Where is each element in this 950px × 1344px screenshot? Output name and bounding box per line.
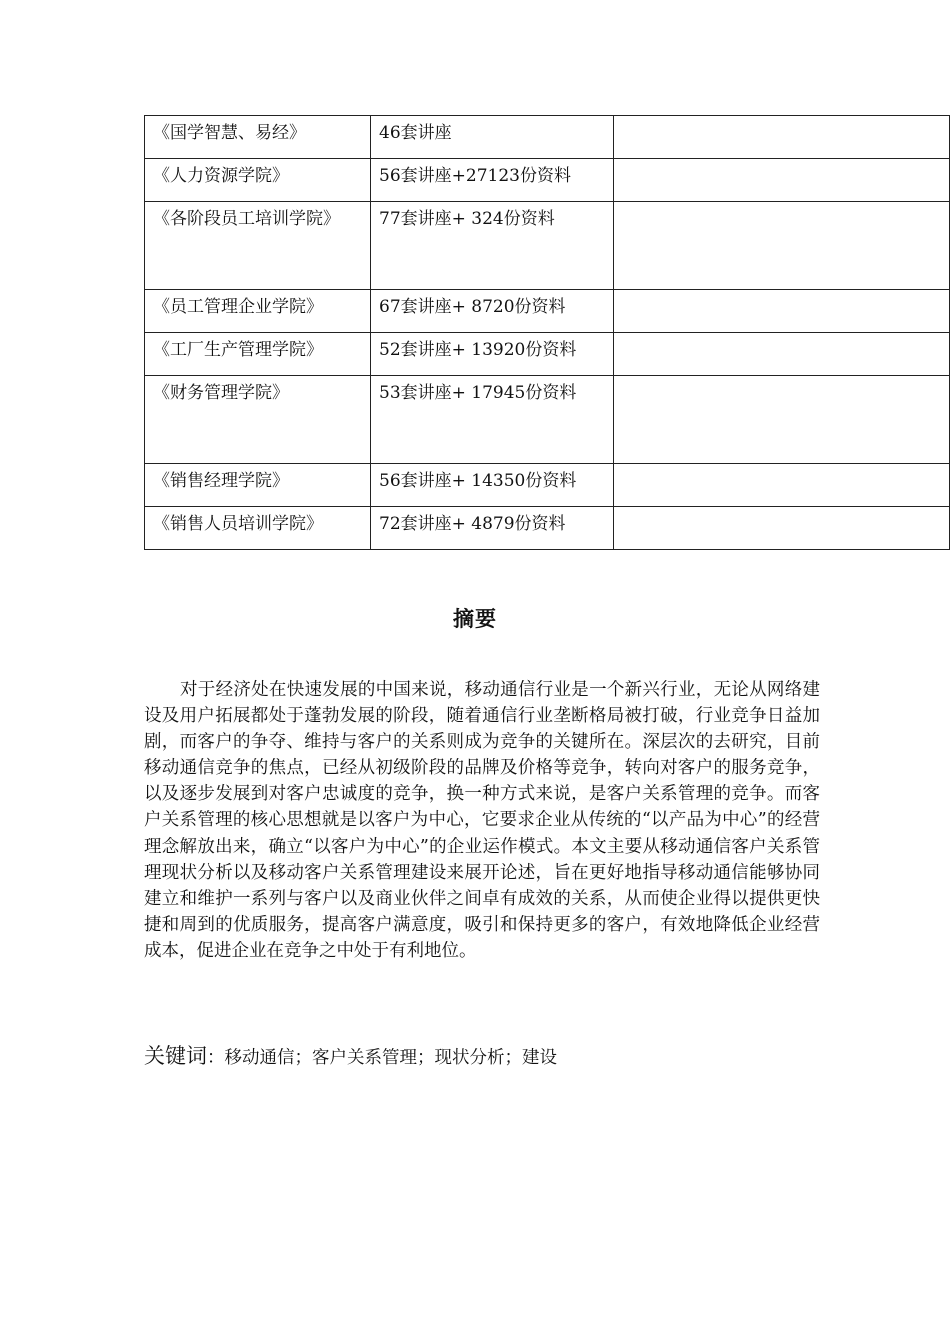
table-cell-content: 56套讲座+ 14350份资料 [371,464,614,507]
table-cell-note [614,202,950,290]
table-cell-content: 53套讲座+ 17945份资料 [371,376,614,464]
table-cell-name: 《人力资源学院》 [145,159,371,202]
keywords-separator: ： [207,1048,225,1068]
table-cell-name: 《销售人员培训学院》 [145,507,371,550]
table-row [145,202,950,290]
catalog-table [144,115,950,550]
table-cell-content: 77套讲座+ 324份资料 [371,202,614,290]
table-cell-content: 46套讲座 [371,116,614,159]
table-cell-content: 52套讲座+ 13920份资料 [371,333,614,376]
keywords-line [144,1040,844,1074]
table-cell-note [614,376,950,464]
table-cell-note [614,333,950,376]
table-cell-note [614,290,950,333]
table-cell-content: 72套讲座+ 4879份资料 [371,507,614,550]
table-cell-note [614,116,950,159]
table-row [145,507,950,550]
table-cell-note [614,159,950,202]
keywords-label: 关键词 [144,1044,207,1068]
keywords-value: 移动通信；客户关系管理；现状分析；建设 [224,1048,557,1068]
table-cell-name: 《各阶段员工培训学院》 [145,202,371,290]
table-cell-name: 《员工管理企业学院》 [145,290,371,333]
abstract-body: 对于经济处在快速发展的中国来说，移动通信行业是一个新兴行业，无论从网络建设及用户拓展都处于蓬勃发展的阶段，随着通信行业垄断格局被打破，行业竞争日益加剧，而客户的争夺、维持与客户的关系则成为竞争的关键所在。深层次的去研究，目前移动通信竞争的焦点，已经从初级阶段的品牌及价格等竞争，转向对客户的服务竞争，以及逐步发展到对客户忠诚度的竞争，换一种方式来说，是客户关系管理的竞争。而客户关系管理的核心思想就是以客户为中心，它要求企业从传统的“以产品为中心”的经营理念解放出来，确立“以客户为中心”的企业运作模式。本文主要从移动通信客户关系管理现状分析以及移动客户关系管理建设来展开论述，旨在更好地指导移动通信能够协同建立和维护一系列与客户以及商业伙伴之间卓有成效的关系，从而使企业得以提供更快捷和周到的优质服务，提高客户满意度，吸引和保持更多的客户，有效地降低企业经营成本，促进企业在竞争之中处于有利地位。 [144,680,820,961]
table-cell-name: 《财务管理学院》 [145,376,371,464]
table-cell-name: 《国学智慧、易经》 [145,116,371,159]
table-row [145,376,950,464]
table-cell-note [614,464,950,507]
table-cell-content: 67套讲座+ 8720份资料 [371,290,614,333]
abstract-title: 摘要 [453,607,497,631]
table-cell-note [614,507,950,550]
table-cell-name: 《工厂生产管理学院》 [145,333,371,376]
table-cell-content: 56套讲座+27123份资料 [371,159,614,202]
table-cell-name: 《销售经理学院》 [145,464,371,507]
